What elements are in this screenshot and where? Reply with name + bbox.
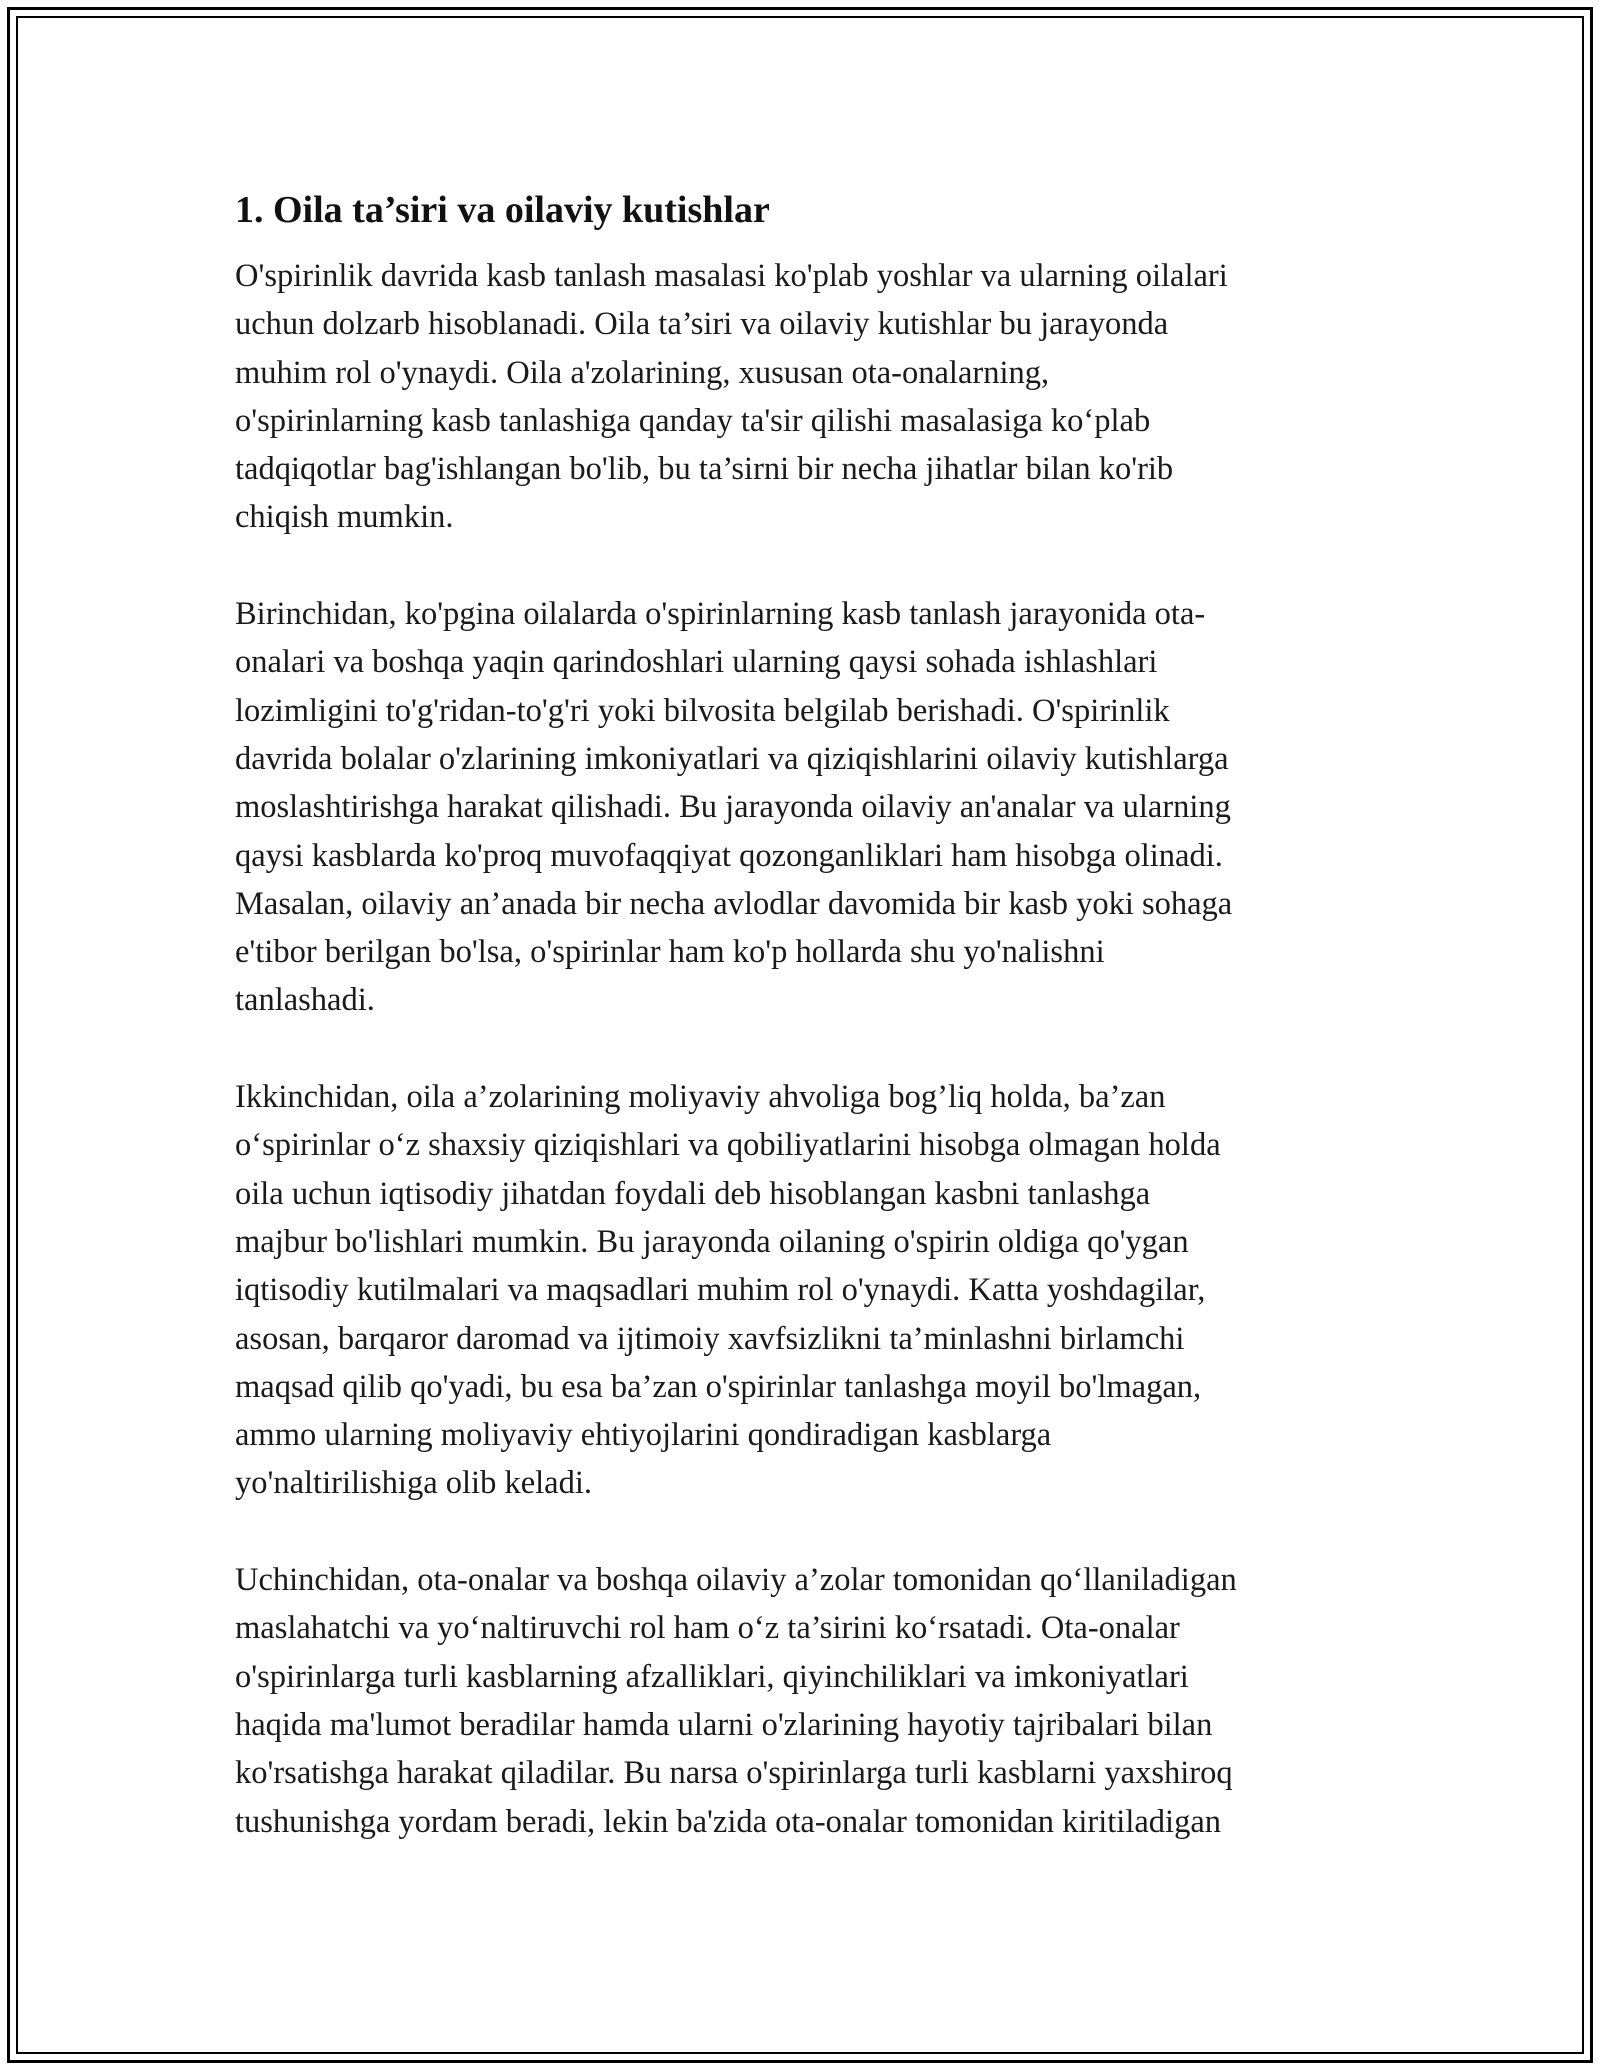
- text-line: majbur bo'lishlari mumkin. Bu jarayonda oilaning o'spirin oldiga qo'ygan: [235, 1223, 1189, 1260]
- text-line: qaysi kasblarda ko'proq muvofaqqiyat qozonganliklari ham hisobga olinadi.: [235, 837, 1223, 874]
- text-line: Ikkinchidan, oila a’zolarining moliyaviy ahvoliga bog’liq holda, ba’zan: [235, 1079, 1166, 1116]
- text-line: tadqiqotlar bag'ishlangan bo'lib, bu ta’sirni bir necha jihatlar bilan ko'rib: [235, 451, 1174, 488]
- text-line: oila uchun iqtisodiy jihatdan foydali deb hisoblangan kasbni tanlashga: [235, 1175, 1151, 1212]
- text-line: yo'naltirilishiga olib keladi.: [235, 1465, 592, 1502]
- text-line: haqida ma'lumot beradilar hamda ularni o'zlarining hayotiy tajribalari bilan: [235, 1706, 1213, 1743]
- text-line: uchun dolzarb hisoblanadi. Oila ta’siri va oilaviy kutishlar bu jarayonda: [235, 306, 1169, 343]
- text-line: maslahatchi va yo‘naltiruvchi rol ham o‘z ta’sirini ko‘rsatadi. Ota-onalar: [235, 1610, 1180, 1647]
- text-line: ammo ularning moliyaviy ehtiyojlarini qondiradigan kasblarga: [235, 1417, 1052, 1454]
- document-body: [235, 186, 1375, 1846]
- text-line: o'spirinlarga turli kasblarning afzalliklari, qiyinchiliklari va imkoniyatlari: [235, 1658, 1189, 1695]
- section-heading: 1. Oila ta’siri va oilaviy kutishlar: [235, 189, 770, 231]
- text-line: tanlashadi.: [235, 982, 375, 1019]
- paragraph-4: [235, 1556, 1375, 1846]
- paragraph-1: [235, 252, 1375, 542]
- text-line: e'tibor berilgan bo'lsa, o'spirinlar ham ko'p hollarda shu yo'nalishni: [235, 934, 1105, 971]
- text-line: asosan, barqaror daromad va ijtimoiy xavfsizlikni ta’minlashni birlamchi: [235, 1320, 1185, 1357]
- text-line: muhim rol o'ynaydi. Oila a'zolarining, xususan ota-onalarning,: [235, 354, 1050, 391]
- text-line: davrida bolalar o'zlarining imkoniyatlari va qiziqishlarini oilaviy kutishlarga: [235, 740, 1229, 777]
- text-line: ko'rsatishga harakat qiladilar. Bu narsa o'spirinlarga turli kasblarni yaxshiroq: [235, 1755, 1233, 1792]
- paragraph-3: [235, 1073, 1375, 1508]
- paragraph-2: [235, 590, 1375, 1025]
- text-line: Uchinchidan, ota-onalar va boshqa oilaviy a’zolar tomonidan qo‘llaniladigan: [235, 1562, 1237, 1599]
- text-line: iqtisodiy kutilmalari va maqsadlari muhim rol o'ynaydi. Katta yoshdagilar,: [235, 1272, 1206, 1309]
- text-line: onalari va boshqa yaqin qarindoshlari ularning qaysi sohada ishlashlari: [235, 644, 1158, 681]
- text-line: o‘spirinlar o‘z shaxsiy qiziqishlari va qobiliyatlarini hisobga olmagan holda: [235, 1127, 1221, 1164]
- text-line: tushunishga yordam beradi, lekin ba'zida ota-onalar tomonidan kiritiladigan: [235, 1803, 1221, 1840]
- text-line: o'spirinlarning kasb tanlashiga qanday ta'sir qilishi masalasiga ko‘plab: [235, 402, 1151, 439]
- text-line: O'spirinlik davrida kasb tanlash masalasi ko'plab yoshlar va ularning oilalari: [235, 258, 1228, 294]
- text-line: Masalan, oilaviy an’anada bir necha avlodlar davomida bir kasb yoki sohaga: [235, 885, 1233, 922]
- text-line: lozimligini to'g'ridan-to'g'ri yoki bilvosita belgilab berishadi. O'spirinlik: [235, 692, 1170, 729]
- text-line: chiqish mumkin.: [235, 499, 454, 536]
- text-line: Birinchidan, ko'pgina oilalarda o'spirinlarning kasb tanlash jarayonida ota-: [235, 596, 1206, 633]
- text-line: maqsad qilib qo'yadi, bu esa ba’zan o'spirinlar tanlashga moyil bo'lmagan,: [235, 1368, 1202, 1405]
- text-line: moslashtirishga harakat qilishadi. Bu jarayonda oilaviy an'analar va ularning: [235, 789, 1231, 826]
